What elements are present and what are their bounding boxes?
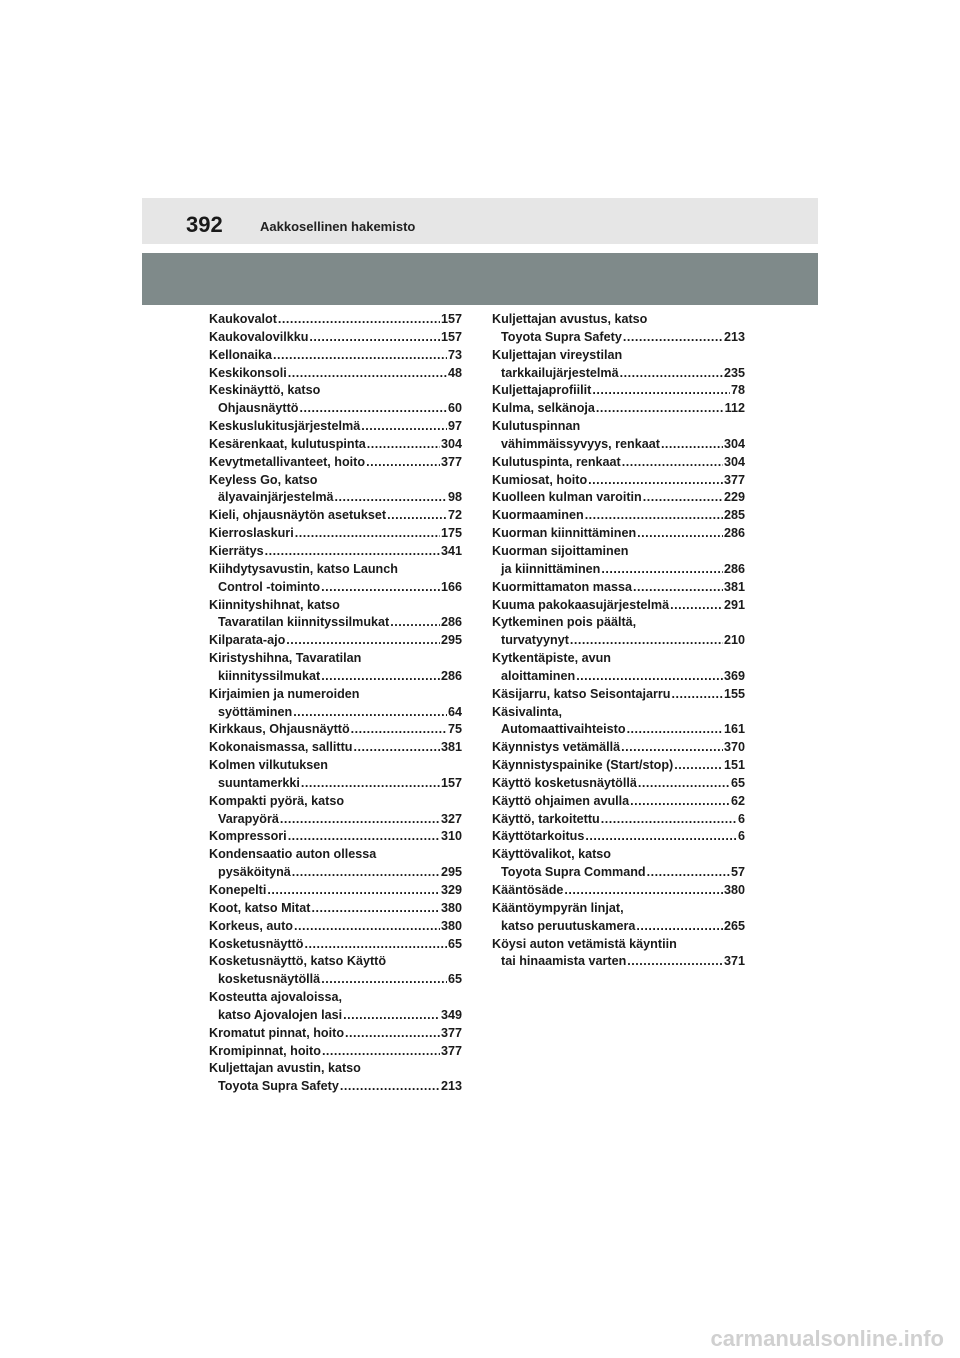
index-entry — [492, 811, 745, 829]
dot-leader — [309, 329, 440, 347]
index-entry-text: Kokonaismassa, sallittu — [209, 740, 353, 755]
index-page-number: 6 — [737, 829, 745, 844]
index-page-number: 6 — [737, 811, 745, 826]
index-entry-text: Keskinäyttö, katso — [209, 383, 321, 398]
index-entry-text: Automaattivaihteisto — [501, 722, 626, 737]
index-page-number: 381 — [723, 579, 745, 594]
dot-leader — [627, 953, 723, 971]
index-entry — [209, 311, 462, 329]
index-page-number: 213 — [723, 329, 745, 344]
dot-leader — [570, 632, 723, 650]
index-page-number: 75 — [447, 722, 462, 737]
index-page-number: 265 — [723, 918, 745, 933]
index-entry-text: Kytkeminen pois päältä, — [492, 615, 637, 630]
index-entry-text: pysäköitynä — [218, 865, 291, 880]
dot-leader — [661, 436, 723, 454]
index-page-number: 377 — [440, 1043, 462, 1058]
index-entry-text: vähimmäissyvyys, renkaat — [501, 436, 660, 451]
dot-leader — [588, 472, 723, 490]
dot-leader — [674, 757, 723, 775]
index-entry-text: Kolmen vilkutuksen — [209, 758, 328, 773]
dot-leader — [592, 382, 730, 400]
index-entry-text: Kromipinnat, hoito — [209, 1043, 321, 1058]
index-entry-text: älyavainjärjestelmä — [218, 490, 334, 505]
index-entry — [492, 704, 745, 740]
header-bar — [142, 198, 818, 244]
index-entry-text: Kuljettajan avustin, katso — [209, 1061, 361, 1076]
index-entry — [492, 579, 745, 597]
index-entry — [492, 382, 745, 400]
dot-leader — [340, 1078, 440, 1096]
index-page-number: 327 — [440, 811, 462, 826]
index-entry-text: Kosketusnäyttö — [209, 936, 304, 951]
dot-leader — [585, 507, 723, 525]
index-entry — [209, 347, 462, 365]
index-entry — [209, 1060, 462, 1096]
index-entry-text: Kuolleen kulman varoitin — [492, 490, 642, 505]
index-entry — [209, 597, 462, 633]
index-page-number: 377 — [440, 1025, 462, 1040]
index-entry-text: Käyttö kosketusnäytöllä — [492, 775, 637, 790]
index-page-number: 377 — [440, 454, 462, 469]
index-page-number: 380 — [440, 900, 462, 915]
index-entry-text: Käynnistyspainike (Start/stop) — [492, 758, 674, 773]
index-entry-text: ja kiinnittäminen — [501, 561, 601, 576]
index-entry-text: Kesärenkaat, kulutuspinta — [209, 436, 366, 451]
index-page-number: 98 — [447, 490, 462, 505]
index-entry-text: Kuljettajan vireystilan — [492, 347, 623, 362]
index-entry-text: Käyttövalikot, katso — [492, 847, 611, 862]
dot-leader — [301, 775, 440, 793]
index-page-number: 381 — [440, 740, 462, 755]
index-page-number: 157 — [440, 329, 462, 344]
index-entry-text: Kytkentäpiste, avun — [492, 651, 611, 666]
index-entry-text: Konepelti — [209, 883, 267, 897]
dot-leader — [321, 668, 440, 686]
index-entry-text: Kilparata-ajo — [209, 633, 286, 648]
section-banner — [142, 253, 818, 305]
index-page-number: 380 — [440, 918, 462, 933]
dot-leader — [390, 614, 440, 632]
index-page-number: 157 — [440, 775, 462, 790]
index-entry — [209, 686, 462, 722]
dot-leader — [361, 418, 447, 436]
index-entry-text: Ohjausnäyttö — [218, 401, 299, 416]
section-title: Aakkosellinen hakemisto — [260, 219, 416, 234]
index-entry — [209, 739, 462, 757]
index-entry — [492, 775, 745, 793]
index-page-number: 78 — [730, 383, 745, 398]
dot-leader — [273, 347, 447, 365]
index-page-number: 151 — [723, 758, 745, 773]
index-entry — [209, 561, 462, 597]
index-entry-text: Kieli, ohjausnäytön asetukset — [209, 508, 387, 523]
index-entry — [209, 436, 462, 454]
index-page-number: 48 — [447, 365, 462, 380]
index-entry-text: Kondensaatio auton ollessa — [209, 847, 377, 862]
index-entry-text: aloittaminen — [501, 668, 576, 683]
index-entry-text: Köysi auton vetämistä käyntiin — [492, 936, 677, 951]
watermark: carmanualsonline.info — [710, 1326, 944, 1351]
dot-leader — [585, 828, 737, 846]
index-entry-text: kiinnityssilmukat — [218, 668, 321, 683]
dot-leader — [295, 525, 440, 543]
index-entry — [209, 828, 462, 846]
index-page-number: 380 — [723, 883, 745, 897]
index-entry-text: Kiristyshihna, Tavaratilan — [209, 651, 362, 666]
index-entry — [209, 632, 462, 650]
index-entry — [492, 347, 745, 383]
index-entry-text: Kulma, selkänoja — [492, 401, 595, 416]
index-page-number: 377 — [723, 472, 745, 487]
index-entry — [492, 454, 745, 472]
index-entry-text: Kaukovalovilkku — [209, 329, 309, 344]
index-entry-text: Kosteutta ajovaloissa, — [209, 990, 342, 1005]
index-entry-text: Kosketusnäyttö, katso Käyttö — [209, 954, 387, 969]
dot-leader — [293, 704, 447, 722]
dot-leader — [294, 918, 440, 936]
index-entry — [209, 650, 462, 686]
index-entry-text: Kuuma pakokaasujärjestelmä — [492, 597, 670, 612]
index-entry — [492, 846, 745, 882]
index-page-number: 73 — [447, 347, 462, 362]
index-page-number: 349 — [440, 1007, 462, 1022]
index-entry-text: Kuormittamaton massa — [492, 579, 632, 594]
index-page-number: 112 — [724, 401, 745, 416]
index-entry-text: Kuljettajan avustus, katso — [492, 312, 648, 326]
dot-leader — [304, 936, 447, 954]
index-entry — [209, 953, 462, 989]
index-entry-text: Toyota Supra Command — [501, 865, 646, 880]
index-entry-text: Kompakti pyörä, katso — [209, 793, 345, 808]
index-entry — [492, 597, 745, 615]
index-entry-text: Control -toiminto — [218, 579, 321, 594]
index-entry — [492, 489, 745, 507]
index-column-right — [492, 311, 745, 971]
index-entry — [209, 543, 462, 561]
index-entry-text: Käsijarru, katso Seisontajarru — [492, 686, 671, 701]
dot-leader — [671, 686, 723, 704]
index-page-number: 285 — [723, 508, 745, 523]
index-entry — [492, 400, 745, 418]
index-entry-text: Käsivalinta, — [492, 704, 562, 719]
dot-leader — [345, 1025, 440, 1043]
index-page-number: 295 — [440, 865, 462, 880]
index-entry-text: suuntamerkki — [218, 775, 300, 790]
index-entry — [209, 418, 462, 436]
dot-leader — [367, 436, 440, 454]
index-entry — [209, 757, 462, 793]
index-entry-text: Koot, katso Mitat — [209, 900, 311, 915]
index-entry — [209, 989, 462, 1025]
dot-leader — [299, 400, 447, 418]
index-entry-text: Kaukovalot — [209, 312, 277, 326]
index-entry-text: Käyttötarkoitus — [492, 829, 585, 844]
dot-leader — [596, 400, 724, 418]
dot-leader — [267, 882, 440, 900]
index-entry-text: Varapyörä — [218, 811, 279, 826]
dot-leader — [321, 579, 440, 597]
index-entry-text: Kevytmetallivanteet, hoito — [209, 454, 366, 469]
dot-leader — [366, 454, 440, 472]
index-entry-text: katso peruutuskamera — [501, 918, 636, 933]
index-entry-text: Kuljettajaprofiilit — [492, 383, 592, 398]
dot-leader — [620, 365, 723, 383]
index-page-number: 304 — [723, 436, 745, 451]
index-entry — [209, 793, 462, 829]
index-entry — [492, 793, 745, 811]
index-page-number: 155 — [723, 686, 745, 701]
index-page-number: 291 — [723, 597, 745, 612]
index-entry-text: Kirjaimien ja numeroiden — [209, 686, 360, 701]
index-entry — [209, 882, 462, 900]
dot-leader — [292, 864, 440, 882]
dot-leader — [636, 918, 723, 936]
dot-leader — [647, 864, 730, 882]
index-entry — [492, 614, 745, 650]
index-entry-text: Kierroslaskuri — [209, 526, 294, 541]
index-entry — [209, 507, 462, 525]
dot-leader — [351, 721, 447, 739]
dot-leader — [288, 365, 447, 383]
page-number: 392 — [186, 212, 223, 237]
index-page-number: 65 — [447, 936, 462, 951]
dot-leader — [311, 900, 440, 918]
index-entry — [492, 828, 745, 846]
dot-leader — [601, 811, 737, 829]
index-entry-text: Keskuslukitusjärjestelmä — [209, 419, 361, 434]
index-entry — [492, 882, 745, 900]
index-page-number: 97 — [447, 419, 462, 434]
dot-leader — [280, 811, 440, 829]
index-entry-text: kosketusnäytöllä — [218, 972, 321, 987]
dot-leader — [564, 882, 723, 900]
dot-leader — [627, 721, 723, 739]
index-page-number: 304 — [440, 436, 462, 451]
index-entry — [209, 472, 462, 508]
index-page-number: 157 — [440, 312, 462, 326]
index-page-number: 210 — [723, 633, 745, 648]
index-entry — [209, 525, 462, 543]
index-entry — [492, 418, 745, 454]
index-page-number: 286 — [440, 668, 462, 683]
index-entry-text: Kierrätys — [209, 543, 264, 558]
index-page-number: 65 — [447, 972, 462, 987]
index-page-number: 310 — [440, 829, 462, 844]
dot-leader — [623, 329, 723, 347]
dot-leader — [621, 739, 723, 757]
index-entry — [209, 846, 462, 882]
index-entry-text: Keskikonsoli — [209, 365, 287, 380]
index-entry-text: Kromatut pinnat, hoito — [209, 1025, 345, 1040]
index-entry — [492, 507, 745, 525]
dot-leader — [630, 793, 730, 811]
dot-leader — [601, 561, 723, 579]
dot-leader — [286, 632, 440, 650]
dot-leader — [633, 579, 723, 597]
index-entry — [209, 329, 462, 347]
index-entry — [492, 900, 745, 936]
index-page-number: 304 — [723, 454, 745, 469]
dot-leader — [643, 489, 723, 507]
index-page-number: 229 — [723, 490, 745, 505]
dot-leader — [622, 454, 723, 472]
index-entry-text: Korkeus, auto — [209, 918, 293, 933]
index-entry — [209, 382, 462, 418]
index-entry-text: Toyota Supra Safety — [218, 1079, 339, 1094]
dot-leader — [321, 971, 447, 989]
index-page-number: 72 — [447, 508, 462, 523]
index-page-number: 286 — [723, 526, 745, 541]
index-entry — [209, 454, 462, 472]
index-entry — [492, 686, 745, 704]
dot-leader — [335, 489, 447, 507]
index-entry — [209, 1025, 462, 1043]
index-page-number: 341 — [440, 543, 462, 558]
index-page-number: 295 — [440, 633, 462, 648]
index-entry-text: Kääntösäde — [492, 883, 564, 897]
index-entry — [209, 936, 462, 954]
index-page-number: 64 — [447, 704, 462, 719]
index-entry — [492, 757, 745, 775]
index-entry-text: Kulutuspinta, renkaat — [492, 454, 621, 469]
dot-leader — [637, 525, 723, 543]
index-page-number: 166 — [440, 579, 462, 594]
index-page-number: 369 — [723, 668, 745, 683]
index-entry — [209, 721, 462, 739]
index-entry — [492, 936, 745, 972]
index-entry — [492, 543, 745, 579]
index-entry — [492, 311, 745, 347]
index-entry-text: turvatyynyt — [501, 633, 569, 648]
index-entry-text: Kuorman kiinnittäminen — [492, 526, 637, 541]
dot-leader — [288, 828, 440, 846]
index-entry-text: katso Ajovalojen lasi — [218, 1007, 343, 1022]
index-entry — [492, 739, 745, 757]
index-page-number: 371 — [723, 954, 745, 969]
index-entry — [209, 365, 462, 383]
index-entry-text: Kumiosat, hoito — [492, 472, 588, 487]
index-entry-text: Kompressori — [209, 829, 287, 844]
index-page-number: 286 — [440, 615, 462, 630]
index-entry-text: syöttäminen — [218, 704, 293, 719]
dot-leader — [278, 311, 440, 329]
dot-leader — [343, 1007, 440, 1025]
dot-leader — [638, 775, 730, 793]
index-entry-text: Kiinnityshihnat, katso — [209, 597, 340, 612]
index-entry-text: Kuorman sijoittaminen — [492, 543, 629, 558]
index-page-number: 235 — [723, 365, 745, 380]
index-entry-text: Kiihdytysavustin, katso Launch — [209, 561, 398, 576]
index-entry — [492, 472, 745, 490]
index-page-number: 329 — [440, 883, 462, 897]
dot-leader — [670, 597, 723, 615]
dot-leader — [322, 1043, 440, 1061]
index-entry-text: Kuormaaminen — [492, 508, 584, 523]
index-page-number: 175 — [440, 526, 462, 541]
index-entry-text: Kellonaika — [209, 347, 272, 362]
index-entry-text: Toyota Supra Safety — [501, 329, 622, 344]
index-page-number: 65 — [730, 775, 745, 790]
index-entry-text: tai hinaamista varten — [501, 954, 627, 969]
index-entry-text: Kääntöympyrän linjat, — [492, 900, 624, 915]
index-page-number: 370 — [723, 740, 745, 755]
index-entry — [209, 918, 462, 936]
index-entry-text: tarkkailujärjestelmä — [501, 365, 619, 380]
index-page-number: 57 — [730, 865, 745, 880]
index-entry — [492, 650, 745, 686]
dot-leader — [353, 739, 440, 757]
index-page-number: 213 — [440, 1079, 462, 1094]
index-entry — [492, 525, 745, 543]
dot-leader — [265, 543, 440, 561]
index-entry-text: Käyttö, tarkoitettu — [492, 811, 600, 826]
index-page-number: 286 — [723, 561, 745, 576]
index-entry-text: Kirkkaus, Ohjausnäyttö — [209, 722, 350, 737]
index-entry-text: Tavaratilan kiinnityssilmukat — [218, 615, 390, 630]
index-page-number: 60 — [447, 401, 462, 416]
index-entry-text: Käyttö ohjaimen avulla — [492, 793, 630, 808]
index-page-number: 161 — [723, 722, 745, 737]
index-entry — [209, 900, 462, 918]
index-page-number: 62 — [730, 793, 745, 808]
dot-leader — [387, 507, 447, 525]
index-entry — [209, 1043, 462, 1061]
index-entry-text: Käynnistys vetämällä — [492, 740, 621, 755]
index-column-left — [209, 311, 462, 1096]
index-entry-text: Keyless Go, katso — [209, 472, 318, 487]
index-entry-text: Kulutuspinnan — [492, 419, 581, 434]
dot-leader — [576, 668, 723, 686]
